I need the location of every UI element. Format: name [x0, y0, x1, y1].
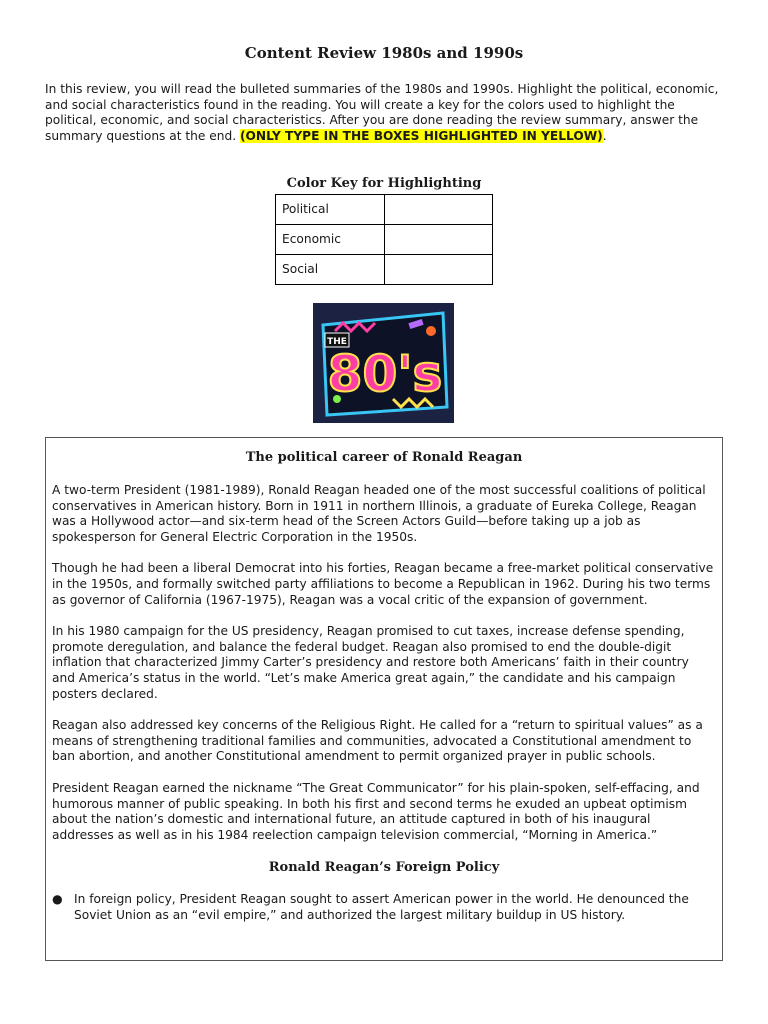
key-color-social[interactable] — [385, 255, 493, 285]
logo-small-text: THE — [327, 337, 347, 347]
color-key-table — [275, 194, 493, 285]
bullet-text: In foreign policy, President Reagan sought to assert American power in the world. He denounced the Soviet Union as an “evil empire,” and authorized the largest military buildup in US history. — [74, 892, 689, 922]
intro-text: In this review, you will read the bulleted summaries of the 1980s and 1990s. Highlight the political, economic, and social characteristics found in the reading. You will create a key for the colors used to highlight the political, economic, and social characteristics. After you are done reading the review summary, answer the summary questions at the end. — [45, 82, 719, 143]
paragraph-2: Though he had been a liberal Democrat into his forties, Reagan became a free-market political conservative in the 1950s, and formally switched party affiliations to become a Republican in 1962. During his two terms as governor of California (1967-1975), Reagan was a vocal critic of the expansion of government. — [52, 561, 714, 607]
bullet-marker: ● — [52, 892, 63, 907]
logo-big-text: 80's — [327, 345, 443, 403]
paragraph-3: In his 1980 campaign for the US presidency, Reagan promised to cut taxes, increase defense spending, promote deregulation, and balance the federal budget. Reagan also promised to end the double-digit inflation that characterized Jimmy Carter’s presidency and restore both Americans’ faith in their country and America’s status in the world. “Let’s make America great again,” the candidate and his campaign posters declared. — [52, 624, 689, 701]
key-label-economic: Economic — [276, 225, 385, 255]
eighties-logo-image — [313, 303, 454, 423]
page-title: Content Review 1980s and 1990s — [244, 44, 524, 62]
key-color-economic[interactable] — [385, 225, 493, 255]
key-label-political: Political — [276, 195, 385, 225]
key-row-political — [276, 195, 493, 225]
section-heading-reagan-career: The political career of Ronald Reagan — [245, 450, 523, 465]
paragraph-4: Reagan also addressed key concerns of the Religious Right. He called for a “return to spiritual values” as a means of strengthening traditional families and communities, advocated a Constitutional amendment to ban abortion, and another Constitutional amendment to permit organized prayer in public schools. — [52, 718, 703, 764]
key-row-economic — [276, 225, 493, 255]
yellow-instruction: (ONLY TYPE IN THE BOXES HIGHLIGHTED IN YELLOW) — [239, 128, 603, 143]
key-color-political[interactable] — [385, 195, 493, 225]
list-item — [46, 892, 722, 923]
paragraph-5: President Reagan earned the nickname “The Great Communicator” for his plain-spoken, self-effacing, and humorous manner of public speaking. In both his first and second terms he exuded an upbeat optimism about the nation’s domestic and international future, an attitude captured in both of his inaugural addresses as well as in his 1984 reelection campaign television commercial, “Morning in America.” — [52, 780, 700, 842]
logo-dot-orange — [426, 326, 436, 336]
intro-paragraph — [45, 82, 725, 144]
reading-box — [45, 437, 723, 961]
intro-end: . — [602, 128, 607, 143]
key-label-social: Social — [276, 255, 385, 285]
section-heading-foreign-policy: Ronald Reagan’s Foreign Policy — [268, 860, 500, 876]
color-key-title: Color Key for Highlighting — [286, 176, 482, 191]
key-row-social — [276, 255, 493, 285]
eighties-logo-graphic — [313, 303, 454, 423]
paragraph-1: A two-term President (1981-1989), Ronald Reagan headed one of the most successful coalitions of political conservatives in American history. Born in 1911 in northern Illinois, a graduate of Eureka College, Reagan was a Hollywood actor—and six-term head of the Screen Actors Guild—before taking up a job as spokesperson for General Electric Corporation in the 1950s. — [52, 483, 706, 544]
